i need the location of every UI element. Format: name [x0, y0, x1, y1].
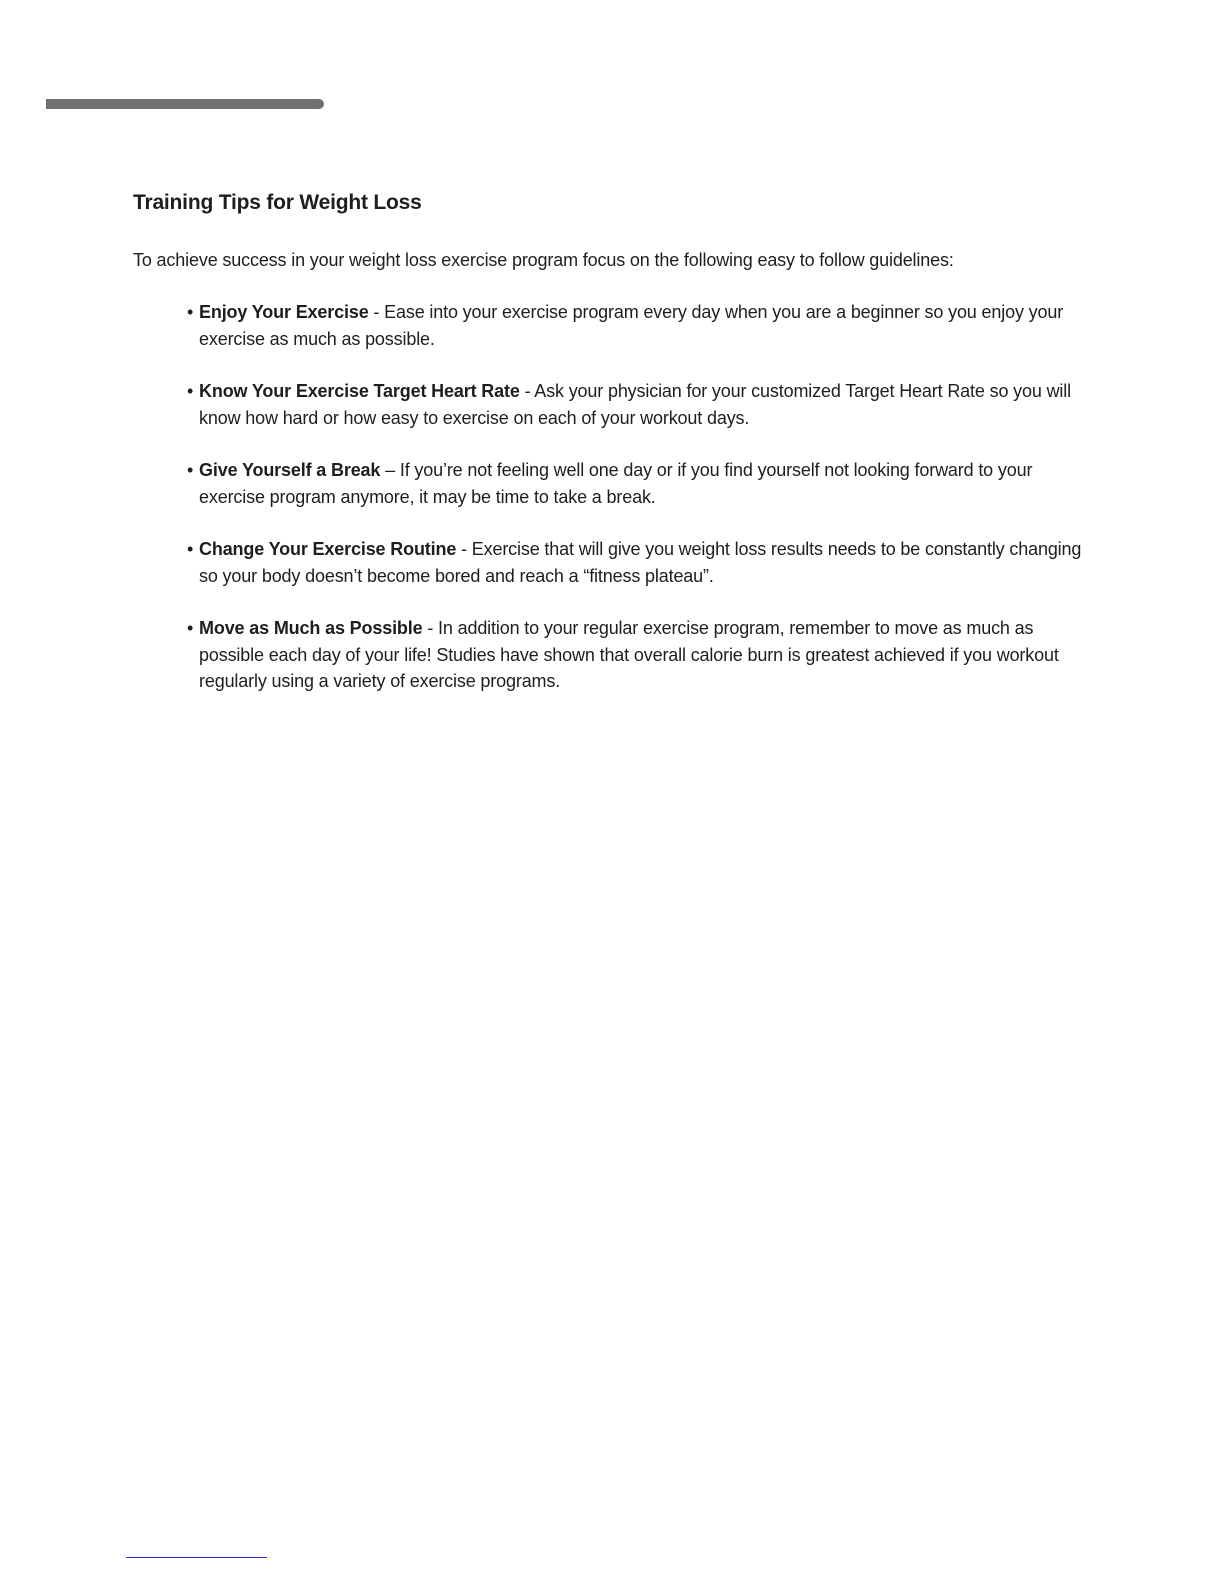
bullet: • [187, 618, 194, 638]
tip-separator: - [456, 539, 472, 559]
tip-give-yourself-a-break [187, 457, 1093, 510]
intro-paragraph: To achieve success in your weight loss exercise program focus on the following easy to follow guidelines: [133, 250, 954, 270]
tip-text: If you’re not feeling well one day or if you find yourself not looking forward to your exercise program anymore, it may be time to take a break. [199, 460, 1033, 507]
tip-text: Ease into your exercise program every day when you are a beginner so you enjoy your exercise as much as possible. [199, 302, 1064, 349]
bullet: • [187, 381, 194, 401]
tip-enjoy-exercise [187, 299, 1093, 352]
tip-title: Enjoy Your Exercise [199, 302, 369, 322]
page-title: Training Tips for Weight Loss [133, 191, 422, 214]
tip-separator: – [380, 460, 400, 480]
bullet: • [187, 302, 194, 322]
bullet: • [187, 460, 194, 480]
header-accent-bar [46, 99, 324, 109]
tip-move-as-much-as-possible [187, 615, 1093, 695]
tip-change-routine [187, 536, 1093, 589]
footer-rule [126, 1557, 267, 1558]
tip-text: In addition to your regular exercise program, remember to move as much as possible each day of your life! Studies have shown that overall calorie burn is greatest achieved if you workout regularly using a variety of exercise programs. [199, 618, 1059, 691]
tip-separator: - [422, 618, 439, 638]
tip-target-heart-rate [187, 378, 1093, 431]
tip-title: Give Yourself a Break [199, 460, 381, 480]
tip-separator: - [519, 381, 535, 401]
tip-separator: - [368, 302, 385, 322]
tip-title: Move as Much as Possible [199, 618, 423, 638]
tip-title: Know Your Exercise Target Heart Rate [199, 381, 520, 401]
tip-text: Exercise that will give you weight loss results needs to be constantly changing so your body doesn’t become bored and reach a “fitness plateau”. [199, 539, 1082, 586]
bullet: • [187, 539, 194, 559]
tip-title: Change Your Exercise Routine [199, 539, 457, 559]
page-content [133, 188, 1093, 721]
tip-text: Ask your physician for your customized Target Heart Rate so you will know how hard or how easy to exercise on each of your workout days. [199, 381, 1071, 428]
tips-list [133, 299, 1093, 695]
